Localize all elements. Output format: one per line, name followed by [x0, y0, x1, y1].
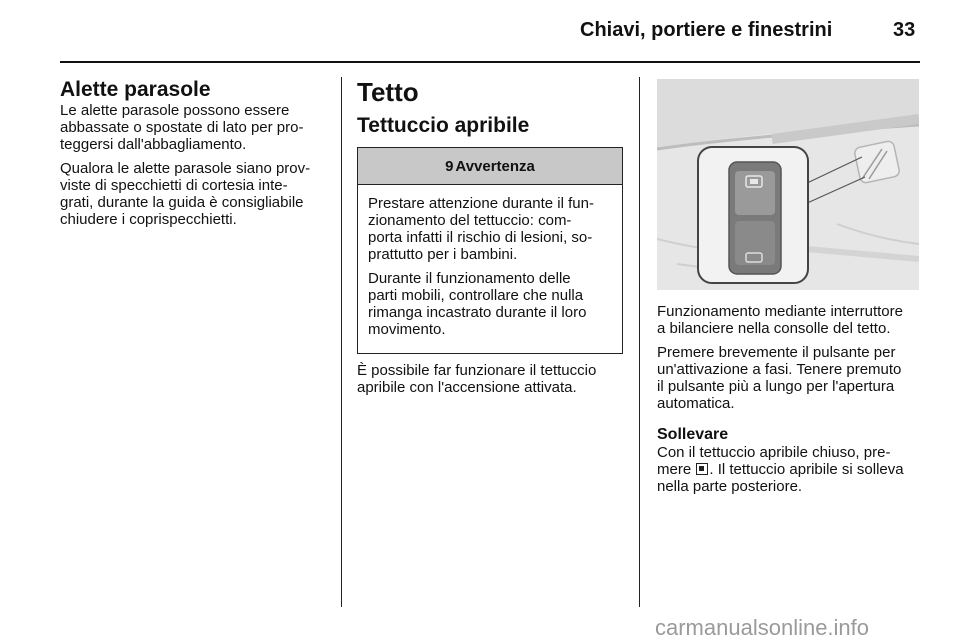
text-line: nella parte posteriore. [657, 478, 803, 495]
sun-visors-paragraph-1 [60, 102, 335, 153]
text-line: viste di specchietti di cortesia inte- [60, 177, 288, 194]
text-line: porta infatti il rischio di lesioni, so- [368, 229, 593, 246]
sunroof-switch-paragraph [657, 303, 932, 337]
sunroof-press-paragraph [657, 344, 932, 412]
sun-visors-paragraph-2 [60, 160, 335, 228]
right-column [657, 303, 932, 502]
text-line: . Il tettuccio apribile si solleva [709, 461, 904, 478]
text-line: zionamento del tettuccio: com- [368, 212, 572, 229]
page-number: 33 [893, 19, 916, 41]
warning-body [358, 185, 622, 338]
text-line: abbassate o spostate di lato per pro- [60, 119, 304, 136]
column-divider-right [639, 77, 640, 607]
sunroof-heading: Tettuccio apribile [357, 114, 530, 137]
text-line: chiudere i coprispecchietti. [60, 211, 237, 228]
warning-header [358, 148, 622, 185]
column-divider-left [341, 77, 342, 607]
text-line: Con il tettuccio apribile chiuso, pre- [657, 444, 891, 461]
text-line: a bilanciere nella consolle del tetto. [657, 320, 891, 337]
raise-heading: Sollevare [657, 426, 729, 443]
text-line: automatica. [657, 395, 735, 412]
text-line: Qualora le alette parasole siano prov- [60, 160, 311, 177]
text-line: il pulsante più a lungo per l'apertura [657, 378, 895, 395]
middle-column [357, 77, 627, 138]
sunroof-switch-illustration [657, 79, 919, 290]
text-line: teggersi dall'abbagliamento. [60, 136, 247, 153]
text-line: parti mobili, controllare che nulla [368, 287, 584, 304]
header-title: Chiavi, portiere e finestrini [580, 19, 833, 41]
middle-column-lower [357, 362, 632, 403]
text-line: apribile con l'accensione attivata. [357, 379, 577, 396]
text-line: prattutto per i bambini. [368, 246, 518, 263]
text-line: È possibile far funzionare il tettuccio [357, 362, 597, 379]
text-line: Funzionamento mediante interruttore [657, 303, 903, 320]
header-rule [60, 61, 920, 63]
text-line: Durante il funzionamento delle [368, 270, 571, 287]
warning-paragraph-2 [368, 270, 613, 338]
warning-title: Avvertenza [455, 157, 535, 175]
footer-watermark: carmanualsonline.info [655, 615, 870, 640]
sunroof-tilt-icon [696, 463, 708, 475]
roof-heading: Tetto [357, 77, 419, 107]
text-line: Prestare attenzione durante il fun- [368, 195, 594, 212]
text-line: rimanga incastrato durante il loro [368, 304, 587, 321]
text-line: Premere brevemente il pulsante per [657, 344, 896, 361]
warning-paragraph-1 [368, 195, 613, 263]
warning-box [357, 147, 623, 354]
left-column [60, 78, 335, 235]
text-line: movimento. [368, 321, 446, 338]
text-line: Le alette parasole possono essere [60, 102, 290, 119]
raise-paragraph [657, 444, 932, 495]
text-line: grati, durante la guida è consigliabile [60, 194, 304, 211]
text-line: un'attivazione a fasi. Tenere premuto [657, 361, 902, 378]
text-line: mere [657, 461, 692, 478]
sunroof-paragraph [357, 362, 632, 396]
warning-icon: 9 [445, 157, 454, 175]
sun-visors-heading: Alette parasole [60, 78, 211, 101]
sunroof-switch-drawing [657, 79, 919, 290]
